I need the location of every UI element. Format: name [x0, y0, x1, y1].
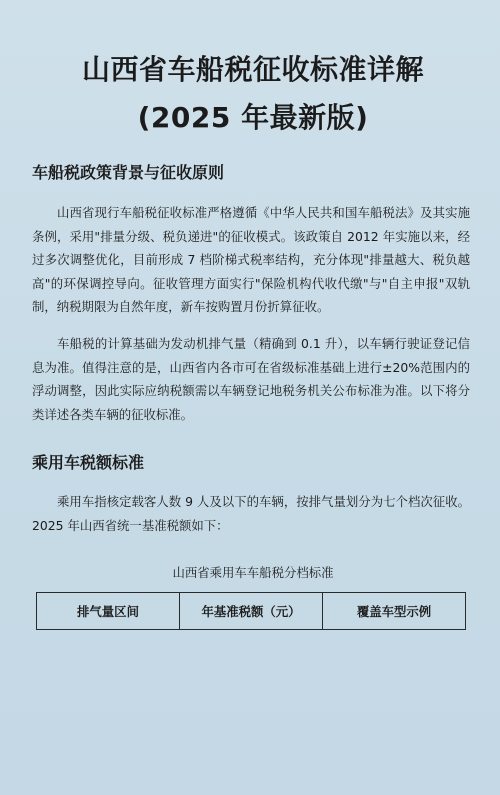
paragraph-passenger-car: 乘用车指核定载客人数 9 人及以下的车辆，按排气量划分为七个档次征收。2025 年山西省统一基准税额如下：: [32, 494, 470, 533]
paragraph-policy-1: 山西省现行车船税征收标准严格遵循《中华人民共和国车船税法》及其实施条例，采用"排量分级、税负递进"的征收模式。该政策自 2012 年实施以来，经过多次调整优化，目前形成 7 档阶梯式税率结构，充分体现"排量越大、税负越高"的环保调控导向。征收管理方面实行"保险机构代收代缴"与"自主申报"双轨制，纳税期限为自然年度，新车按购置月份折算征收。: [32, 205, 470, 315]
table-caption: 山西省乘用车车船税分档标准: [172, 564, 334, 580]
section-heading-policy: 车船税政策背景与征收原则: [32, 163, 225, 182]
table-header-annual-tax: 年基准税额（元）: [180, 592, 323, 629]
document-title: 山西省车船税征收标准详解: [81, 53, 424, 86]
document-subtitle: (2025 年最新版): [137, 101, 369, 134]
table-header-row: [37, 592, 466, 629]
section-heading-passenger-car: 乘用车税额标准: [32, 453, 145, 473]
table-header-vehicle-examples: 覆盖车型示例: [323, 592, 466, 629]
paragraph-policy-2: 车船税的计算基础为发动机排气量（精确到 0.1 升），以车辆行驶证登记信息为准。值得注意的是，山西省内各市可在省级标准基础上进行±20%范围内的浮动调整，因此实际应纳税额需以车辆登记地税务机关公布标准为准。以下将分类详述各类车辆的征收标准。: [32, 335, 470, 422]
table-header-displacement: 排气量区间: [37, 592, 180, 629]
tax-rate-table: [36, 592, 466, 630]
